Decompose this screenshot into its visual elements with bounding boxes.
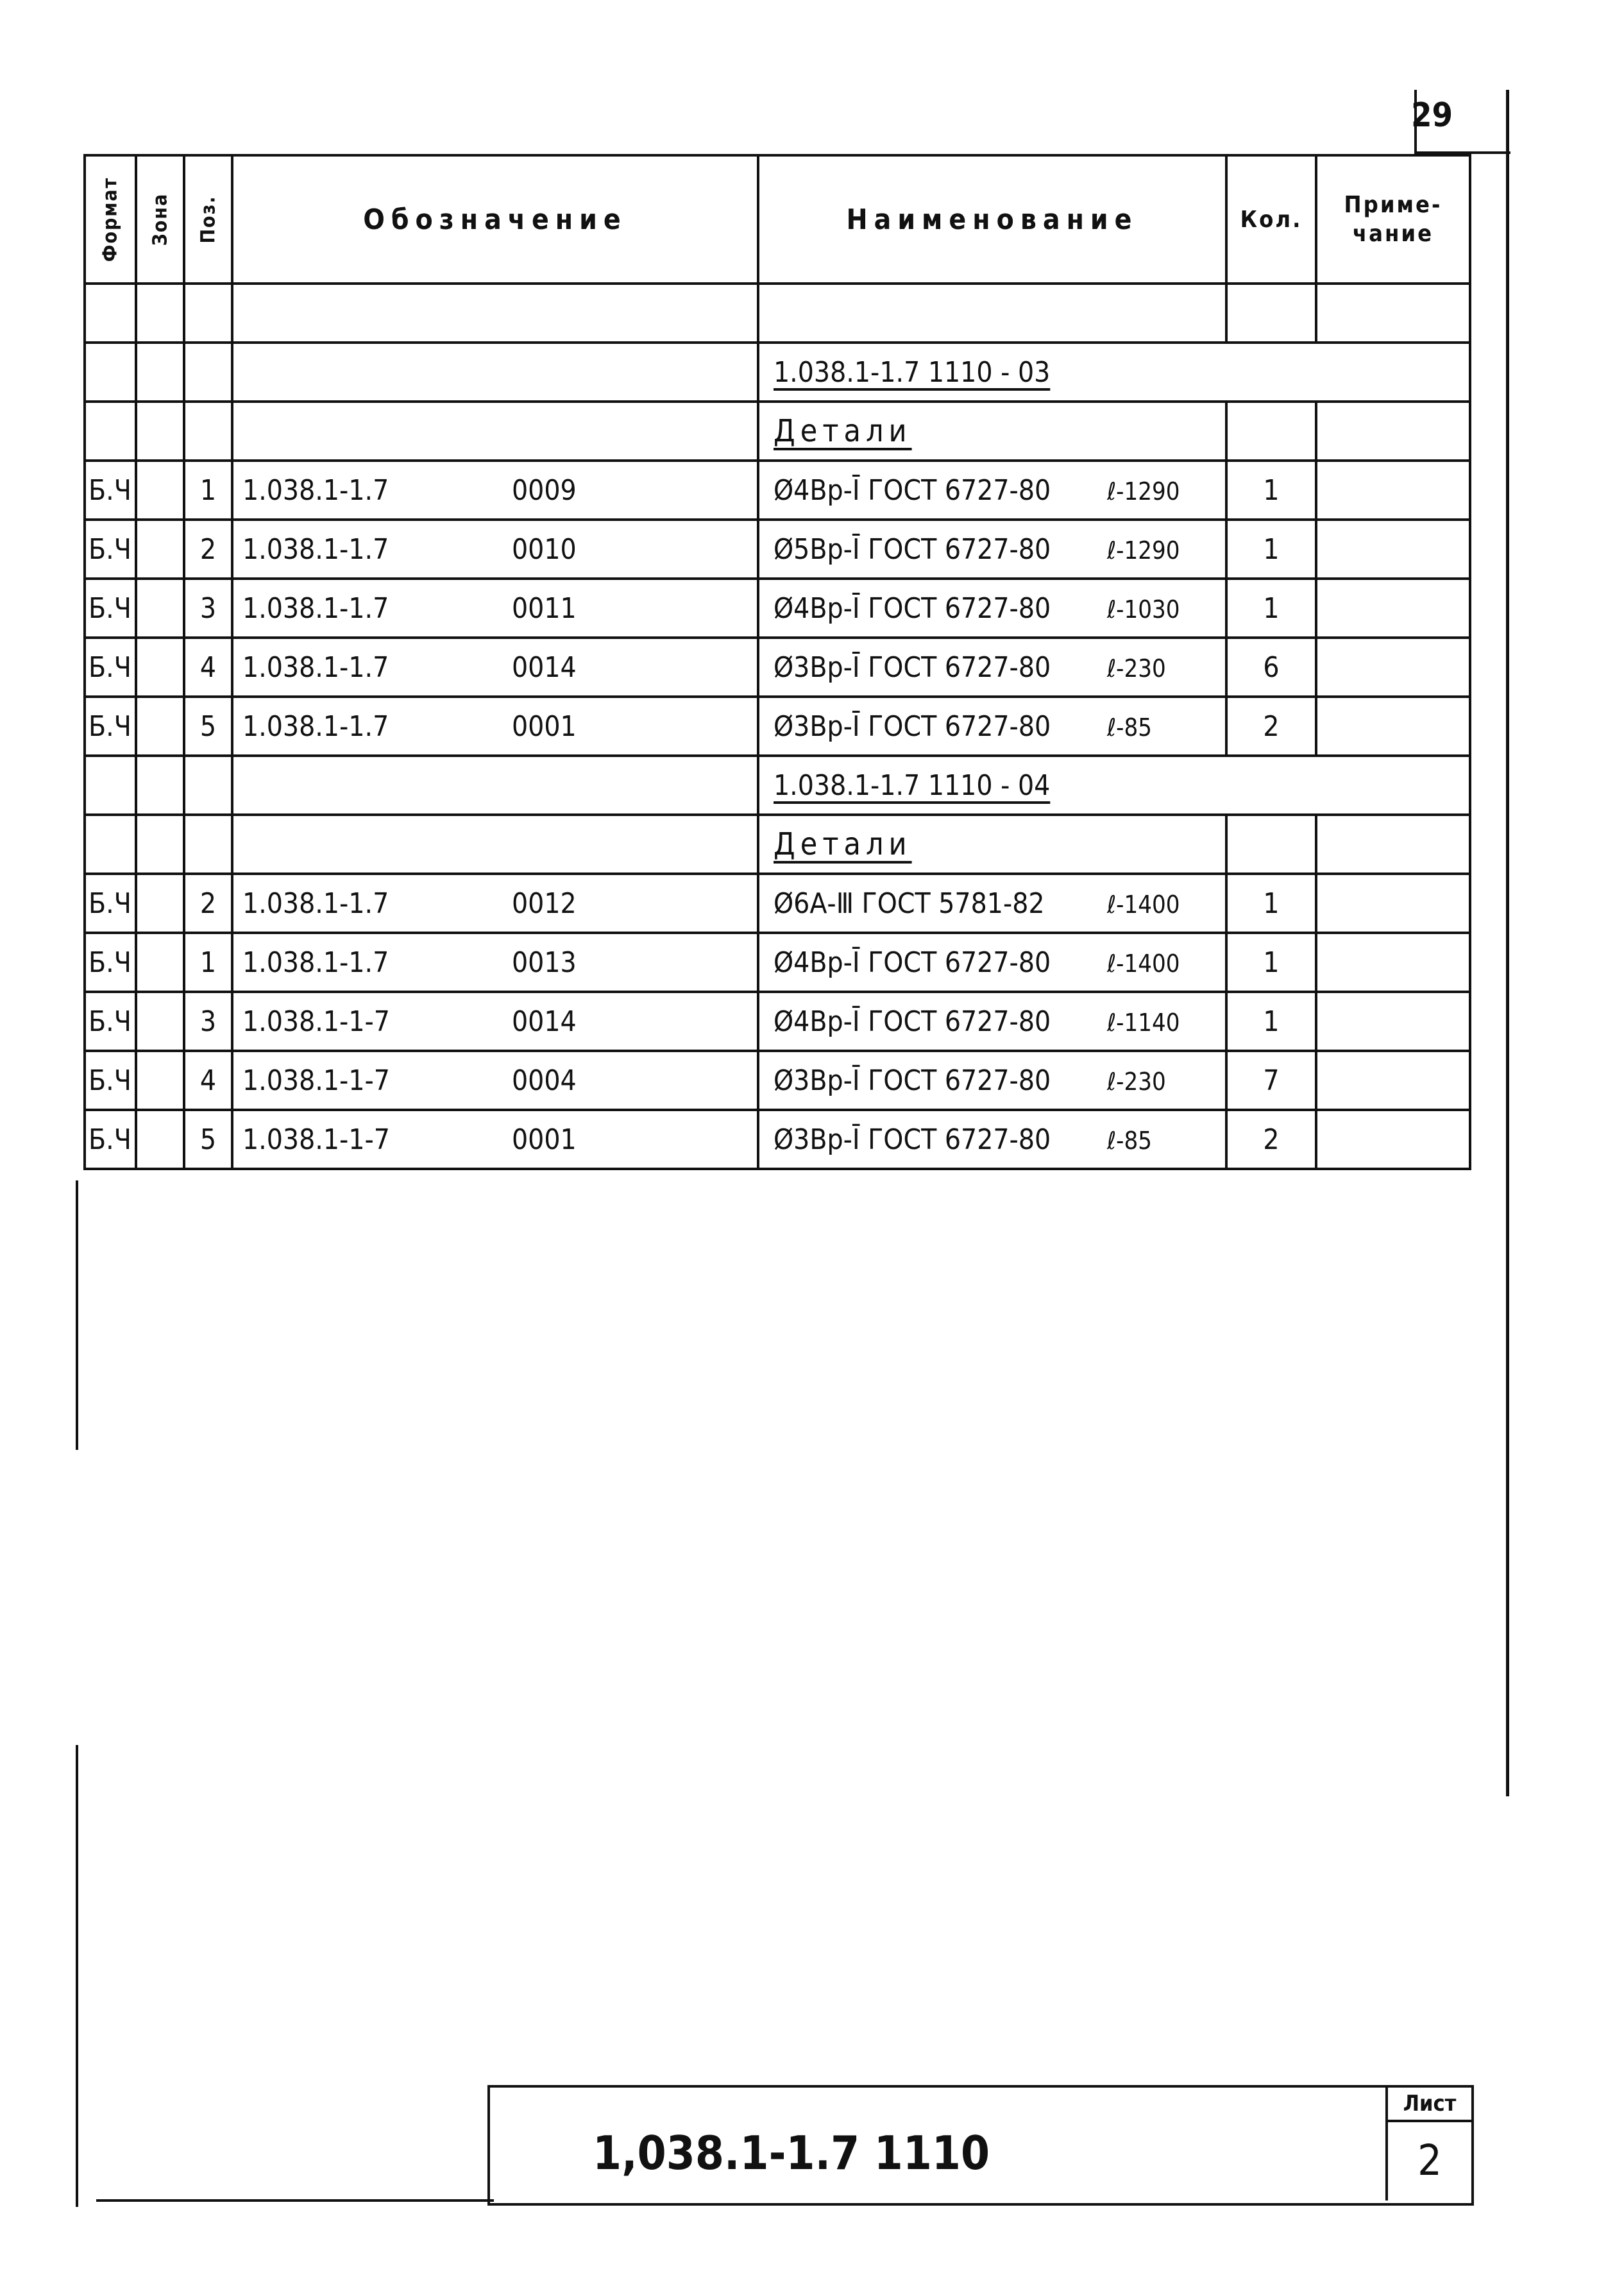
name-cell bbox=[758, 756, 1470, 815]
note-cell bbox=[1316, 284, 1470, 343]
length-text: ℓ-85 bbox=[1107, 1126, 1152, 1155]
header-designation: Обозначение bbox=[232, 155, 758, 284]
section-title: 1.038.1-1.7 1110 - 03 bbox=[774, 355, 1051, 389]
designation-cell bbox=[232, 461, 758, 520]
table-body bbox=[85, 284, 1470, 1169]
note-cell bbox=[1316, 933, 1470, 992]
designation-number: 0011 bbox=[512, 592, 577, 625]
name-text: Ø4Вр-Ī ГОСТ 6727-80 bbox=[774, 946, 1051, 979]
format-cell: Б.Ч bbox=[85, 1051, 136, 1110]
length-text: ℓ-1290 bbox=[1107, 477, 1180, 506]
length-text: ℓ-1400 bbox=[1107, 949, 1180, 978]
blank-row bbox=[85, 284, 1470, 343]
position-cell: 1 bbox=[184, 461, 232, 520]
position-cell: 3 bbox=[184, 992, 232, 1051]
table-row bbox=[85, 520, 1470, 579]
note-cell bbox=[1316, 638, 1470, 697]
note-cell bbox=[1316, 520, 1470, 579]
quantity-cell: 1 bbox=[1226, 520, 1316, 579]
sheet-label: Лист bbox=[1388, 2088, 1471, 2122]
table-row bbox=[85, 1110, 1470, 1169]
group-row bbox=[85, 815, 1470, 874]
length-text: ℓ-1030 bbox=[1107, 595, 1180, 624]
table-row bbox=[85, 461, 1470, 520]
length-text: ℓ-1400 bbox=[1107, 890, 1180, 919]
position-cell: 2 bbox=[184, 874, 232, 933]
group-title: Детали bbox=[774, 826, 912, 862]
zone-cell bbox=[136, 402, 184, 461]
designation-number: 0010 bbox=[512, 532, 577, 566]
designation-number: 0001 bbox=[512, 710, 577, 743]
note-cell bbox=[1316, 992, 1470, 1051]
header-note: Приме- чание bbox=[1316, 155, 1470, 284]
quantity-cell: 1 bbox=[1226, 579, 1316, 638]
note-cell bbox=[1316, 461, 1470, 520]
zone-cell bbox=[136, 1051, 184, 1110]
designation-code: 1.038.1-1.7 bbox=[242, 592, 389, 625]
designation-code: 1.038.1-1-7 bbox=[242, 1005, 390, 1038]
designation-number: 0001 bbox=[512, 1123, 577, 1156]
quantity-cell bbox=[1226, 402, 1316, 461]
zone-cell bbox=[136, 579, 184, 638]
zone-cell bbox=[136, 1110, 184, 1169]
group-title: Детали bbox=[774, 413, 912, 449]
position-cell: 4 bbox=[184, 1051, 232, 1110]
note-cell bbox=[1316, 579, 1470, 638]
designation-cell bbox=[232, 284, 758, 343]
designation-number: 0014 bbox=[512, 651, 577, 684]
name-cell bbox=[758, 520, 1226, 579]
designation-cell bbox=[232, 756, 758, 815]
designation-cell bbox=[232, 933, 758, 992]
designation-number: 0013 bbox=[512, 946, 577, 979]
format-cell: Б.Ч bbox=[85, 933, 136, 992]
note-cell bbox=[1316, 402, 1470, 461]
zone-cell bbox=[136, 874, 184, 933]
format-cell bbox=[85, 756, 136, 815]
designation-code: 1.038.1-1.7 bbox=[242, 946, 389, 979]
designation-cell bbox=[232, 579, 758, 638]
section-row bbox=[85, 343, 1470, 402]
designation-number: 0014 bbox=[512, 1005, 577, 1038]
header-zone: Зона bbox=[136, 155, 184, 284]
name-cell bbox=[758, 461, 1226, 520]
quantity-cell: 7 bbox=[1226, 1051, 1316, 1110]
format-cell bbox=[85, 402, 136, 461]
name-cell bbox=[758, 579, 1226, 638]
table-row bbox=[85, 992, 1470, 1051]
left-border-mark-lower bbox=[76, 1745, 78, 2207]
zone-cell bbox=[136, 756, 184, 815]
position-cell: 3 bbox=[184, 579, 232, 638]
length-text: ℓ-1140 bbox=[1107, 1008, 1180, 1037]
zone-cell bbox=[136, 284, 184, 343]
designation-cell bbox=[232, 402, 758, 461]
designation-code: 1.038.1-1-7 bbox=[242, 1064, 390, 1097]
quantity-cell: 1 bbox=[1226, 874, 1316, 933]
designation-cell bbox=[232, 1110, 758, 1169]
note-cell bbox=[1316, 874, 1470, 933]
zone-cell bbox=[136, 638, 184, 697]
quantity-cell bbox=[1226, 815, 1316, 874]
position-cell bbox=[184, 815, 232, 874]
note-cell bbox=[1316, 697, 1470, 756]
specification-table bbox=[83, 154, 1471, 1170]
table-row bbox=[85, 1051, 1470, 1110]
quantity-cell: 2 bbox=[1226, 697, 1316, 756]
designation-cell bbox=[232, 697, 758, 756]
format-cell: Б.Ч bbox=[85, 638, 136, 697]
designation-code: 1.038.1-1.7 bbox=[242, 532, 389, 566]
name-cell bbox=[758, 1051, 1226, 1110]
quantity-cell: 2 bbox=[1226, 1110, 1316, 1169]
format-cell bbox=[85, 343, 136, 402]
zone-cell bbox=[136, 520, 184, 579]
name-text: Ø4Вр-Ī ГОСТ 6727-80 bbox=[774, 473, 1051, 507]
length-text: ℓ-230 bbox=[1107, 654, 1166, 683]
format-cell: Б.Ч bbox=[85, 520, 136, 579]
designation-number: 0012 bbox=[512, 887, 577, 920]
quantity-cell: 6 bbox=[1226, 638, 1316, 697]
position-cell bbox=[184, 284, 232, 343]
name-text: Ø6А-Ⅲ ГОСТ 5781-82 bbox=[774, 887, 1045, 920]
name-cell bbox=[758, 874, 1226, 933]
designation-cell bbox=[232, 1051, 758, 1110]
table-row bbox=[85, 579, 1470, 638]
quantity-cell: 1 bbox=[1226, 461, 1316, 520]
format-cell bbox=[85, 815, 136, 874]
format-cell bbox=[85, 284, 136, 343]
header-position: Поз. bbox=[184, 155, 232, 284]
designation-code: 1.038.1-1.7 bbox=[242, 651, 389, 684]
group-row bbox=[85, 402, 1470, 461]
name-cell bbox=[758, 933, 1226, 992]
name-cell bbox=[758, 815, 1226, 874]
position-cell bbox=[184, 343, 232, 402]
name-text: Ø4Вр-Ī ГОСТ 6727-80 bbox=[774, 592, 1051, 625]
quantity-cell bbox=[1226, 284, 1316, 343]
left-border-mark bbox=[76, 1180, 78, 1450]
zone-cell bbox=[136, 697, 184, 756]
length-text: ℓ-85 bbox=[1107, 713, 1152, 742]
name-text: Ø3Вр-Ī ГОСТ 6727-80 bbox=[774, 1123, 1051, 1156]
position-cell: 2 bbox=[184, 520, 232, 579]
page-number: 29 bbox=[1411, 96, 1453, 135]
designation-code: 1.038.1-1.7 bbox=[242, 887, 389, 920]
right-border bbox=[1506, 90, 1509, 1796]
zone-cell bbox=[136, 815, 184, 874]
name-text: Ø5Вр-Ī ГОСТ 6727-80 bbox=[774, 532, 1051, 566]
name-cell bbox=[758, 284, 1226, 343]
designation-cell bbox=[232, 343, 758, 402]
zone-cell bbox=[136, 343, 184, 402]
designation-cell bbox=[232, 520, 758, 579]
name-text: Ø3Вр-Ī ГОСТ 6727-80 bbox=[774, 1064, 1051, 1097]
name-cell bbox=[758, 1110, 1226, 1169]
name-text: Ø4Вр-Ī ГОСТ 6727-80 bbox=[774, 1005, 1051, 1038]
name-cell bbox=[758, 638, 1226, 697]
name-text: Ø3Вр-Ī ГОСТ 6727-80 bbox=[774, 710, 1051, 743]
format-cell: Б.Ч bbox=[85, 874, 136, 933]
zone-cell bbox=[136, 933, 184, 992]
position-cell bbox=[184, 402, 232, 461]
table-row bbox=[85, 638, 1470, 697]
note-cell bbox=[1316, 1051, 1470, 1110]
table-row bbox=[85, 933, 1470, 992]
format-cell: Б.Ч bbox=[85, 697, 136, 756]
name-cell bbox=[758, 343, 1470, 402]
name-text: Ø3Вр-Ī ГОСТ 6727-80 bbox=[774, 651, 1051, 684]
designation-number: 0004 bbox=[512, 1064, 577, 1097]
format-cell: Б.Ч bbox=[85, 461, 136, 520]
name-cell bbox=[758, 402, 1226, 461]
format-cell: Б.Ч bbox=[85, 1110, 136, 1169]
table-row bbox=[85, 874, 1470, 933]
header-format: Формат bbox=[85, 155, 136, 284]
designation-cell bbox=[232, 638, 758, 697]
section-title: 1.038.1-1.7 1110 - 04 bbox=[774, 769, 1051, 802]
note-cell bbox=[1316, 1110, 1470, 1169]
sheet-box bbox=[1385, 2088, 1471, 2201]
section-row bbox=[85, 756, 1470, 815]
format-cell: Б.Ч bbox=[85, 579, 136, 638]
position-cell: 4 bbox=[184, 638, 232, 697]
designation-code: 1.038.1-1.7 bbox=[242, 710, 389, 743]
name-cell bbox=[758, 992, 1226, 1051]
quantity-cell: 1 bbox=[1226, 992, 1316, 1051]
table-row bbox=[85, 697, 1470, 756]
position-cell bbox=[184, 756, 232, 815]
sheet-number: 2 bbox=[1417, 2136, 1442, 2185]
position-cell: 5 bbox=[184, 697, 232, 756]
document-code: 1,038.1-1.7 1110 bbox=[593, 2126, 990, 2180]
header-name: Наименование bbox=[758, 155, 1226, 284]
designation-code: 1.038.1-1.7 bbox=[242, 473, 389, 507]
title-block bbox=[487, 2085, 1474, 2206]
zone-cell bbox=[136, 992, 184, 1051]
designation-cell bbox=[232, 815, 758, 874]
designation-cell bbox=[232, 992, 758, 1051]
designation-cell bbox=[232, 874, 758, 933]
length-text: ℓ-230 bbox=[1107, 1067, 1166, 1096]
length-text: ℓ-1290 bbox=[1107, 536, 1180, 565]
zone-cell bbox=[136, 461, 184, 520]
quantity-cell: 1 bbox=[1226, 933, 1316, 992]
format-cell: Б.Ч bbox=[85, 992, 136, 1051]
note-cell bbox=[1316, 815, 1470, 874]
name-cell bbox=[758, 697, 1226, 756]
position-cell: 5 bbox=[184, 1110, 232, 1169]
bottom-frame-line bbox=[96, 2199, 494, 2202]
position-cell: 1 bbox=[184, 933, 232, 992]
header-quantity: Кол. bbox=[1226, 155, 1316, 284]
designation-number: 0009 bbox=[512, 473, 577, 507]
table-header-row bbox=[85, 155, 1470, 284]
designation-code: 1.038.1-1-7 bbox=[242, 1123, 390, 1156]
